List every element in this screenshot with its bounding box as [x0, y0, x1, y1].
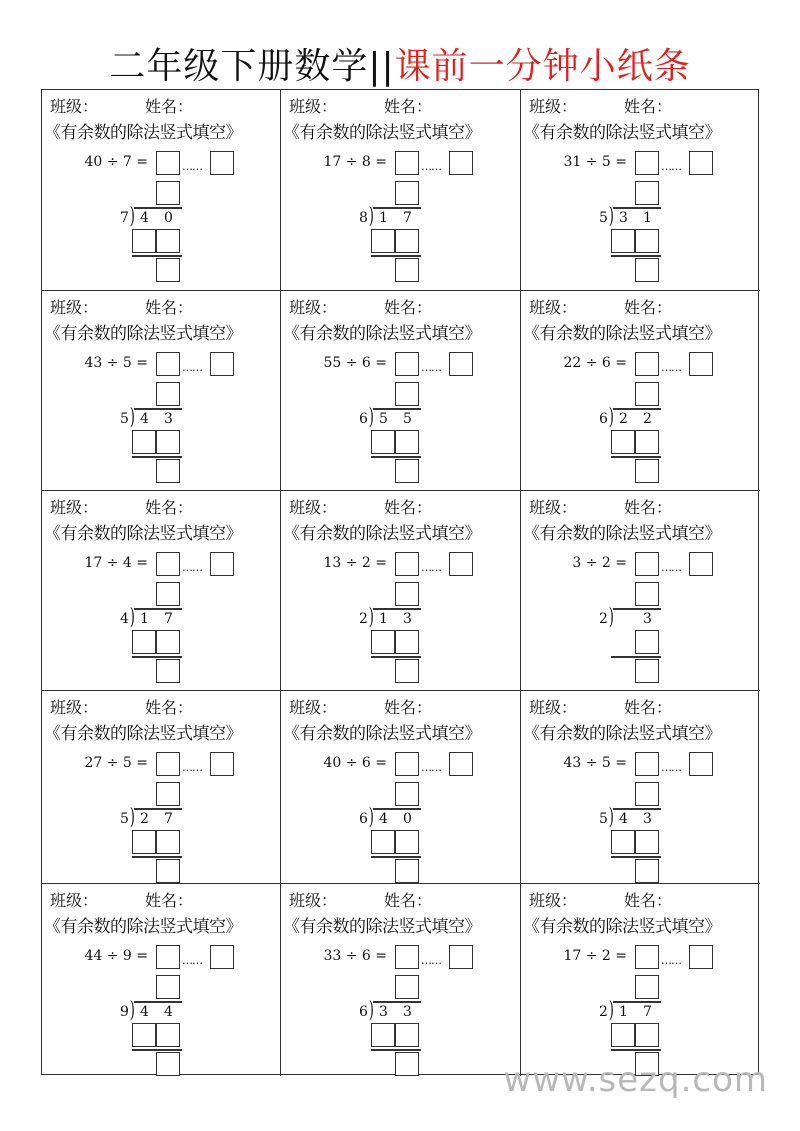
equation: 40 ÷ 6 = — [323, 755, 387, 771]
name-label: 姓名： — [145, 298, 194, 317]
subtitle: 《有余数的除法竖式填空》 — [283, 123, 481, 143]
equation: 17 ÷ 8 = — [323, 154, 387, 170]
ellipsis: …… — [182, 561, 202, 574]
title-black: 二年级下册数学|| — [109, 46, 395, 87]
header-line — [50, 695, 194, 718]
dividend-ones: 5 — [403, 411, 412, 427]
ellipsis: …… — [661, 361, 681, 374]
subtitle: 《有余数的除法竖式填空》 — [523, 123, 721, 143]
subtraction-line — [132, 1049, 182, 1051]
quotient-digit-box[interactable] — [156, 582, 180, 606]
remainder-box[interactable] — [156, 258, 180, 282]
class-label: 班级： — [529, 698, 578, 717]
dividend-ones: 7 — [403, 210, 412, 226]
ellipsis: …… — [182, 361, 202, 374]
remainder-answer-box[interactable] — [689, 552, 713, 576]
divisor: 2 — [599, 1004, 608, 1020]
division-bar — [613, 1001, 661, 1003]
division-bar — [373, 608, 421, 610]
quotient-answer-box[interactable] — [156, 151, 180, 175]
product-ones-box[interactable] — [156, 830, 180, 854]
class-label: 班级： — [289, 498, 338, 517]
equation: 17 ÷ 2 = — [563, 948, 627, 964]
product-ones-box[interactable] — [395, 1023, 419, 1047]
product-ones-box[interactable] — [635, 430, 659, 454]
remainder-box[interactable] — [395, 459, 419, 483]
product-tens-box[interactable] — [132, 830, 156, 854]
ellipsis: …… — [661, 954, 681, 967]
quotient-answer-box[interactable] — [635, 945, 659, 969]
class-label: 班级： — [289, 298, 338, 317]
dividend-ones: 7 — [643, 1004, 652, 1020]
quotient-digit-box[interactable] — [635, 782, 659, 806]
subtraction-line — [611, 856, 661, 858]
remainder-answer-box[interactable] — [449, 945, 473, 969]
dividend-ones: 3 — [403, 611, 412, 627]
class-label: 班级： — [50, 698, 99, 717]
product-tens-box[interactable] — [132, 1023, 156, 1047]
ellipsis: …… — [421, 160, 441, 173]
division-bracket: ) — [129, 805, 135, 830]
dividend-tens: 1 — [619, 1004, 628, 1020]
remainder-answer-box[interactable] — [689, 945, 713, 969]
problem-cell — [521, 691, 760, 884]
name-label: 姓名： — [145, 698, 194, 717]
subtraction-line — [371, 1049, 421, 1051]
equation: 33 ÷ 6 = — [323, 948, 387, 964]
subtraction-line — [371, 656, 421, 658]
dividend-ones: 4 — [164, 1004, 173, 1020]
header-line — [529, 888, 673, 911]
remainder-answer-box[interactable] — [210, 752, 234, 776]
class-label: 班级： — [529, 97, 578, 116]
dividend-ones: 3 — [164, 411, 173, 427]
division-bracket: ) — [129, 405, 135, 430]
remainder-box[interactable] — [635, 659, 659, 683]
divisor: 9 — [120, 1004, 129, 1020]
quotient-digit-box[interactable] — [395, 181, 419, 205]
remainder-box[interactable] — [395, 258, 419, 282]
remainder-box[interactable] — [156, 659, 180, 683]
remainder-box[interactable] — [156, 459, 180, 483]
dividend-tens: 5 — [379, 411, 388, 427]
dividend-ones: 3 — [643, 811, 652, 827]
class-label: 班级： — [50, 498, 99, 517]
subtitle: 《有余数的除法竖式填空》 — [523, 917, 721, 937]
quotient-digit-box[interactable] — [635, 582, 659, 606]
dividend-tens: 2 — [140, 811, 149, 827]
product-ones-box[interactable] — [635, 630, 659, 654]
subtraction-line — [371, 255, 421, 257]
equation: 43 ÷ 5 = — [563, 755, 627, 771]
ellipsis: …… — [421, 561, 441, 574]
equation: 40 ÷ 7 = — [84, 154, 148, 170]
name-label: 姓名： — [145, 97, 194, 116]
subtraction-line — [371, 456, 421, 458]
product-ones-box[interactable] — [156, 630, 180, 654]
problem-cell — [42, 691, 281, 884]
quotient-digit-box[interactable] — [395, 782, 419, 806]
division-bar — [373, 408, 421, 410]
quotient-digit-box[interactable] — [395, 582, 419, 606]
divisor: 5 — [120, 411, 129, 427]
division-bar — [613, 408, 661, 410]
dividend-tens: 1 — [379, 611, 388, 627]
subtitle: 《有余数的除法竖式填空》 — [44, 324, 242, 344]
problem-cell — [521, 884, 760, 1076]
page-title — [0, 42, 800, 92]
remainder-box[interactable] — [395, 1052, 419, 1076]
remainder-answer-box[interactable] — [210, 552, 234, 576]
problem-cell — [521, 291, 760, 491]
remainder-box[interactable] — [395, 859, 419, 883]
class-label: 班级： — [529, 298, 578, 317]
dividend-tens: 4 — [379, 811, 388, 827]
quotient-digit-box[interactable] — [635, 181, 659, 205]
problem-cell — [42, 884, 281, 1076]
division-bar — [373, 207, 421, 209]
dividend-ones: 0 — [403, 811, 412, 827]
subtraction-line — [611, 1049, 661, 1051]
dividend-ones: 3 — [403, 1004, 412, 1020]
title-red: 课前一分钟小纸条 — [394, 46, 691, 87]
header-line — [289, 888, 433, 911]
quotient-answer-box[interactable] — [635, 752, 659, 776]
name-label: 姓名： — [145, 498, 194, 517]
divisor: 5 — [120, 811, 129, 827]
class-label: 班级： — [289, 891, 338, 910]
division-bar — [134, 1001, 182, 1003]
equation: 43 ÷ 5 = — [84, 355, 148, 371]
division-bracket: ) — [129, 204, 135, 229]
dividend-ones: 2 — [643, 411, 652, 427]
subtitle: 《有余数的除法竖式填空》 — [44, 917, 242, 937]
header-line — [50, 888, 194, 911]
worksheet-grid — [41, 89, 759, 1075]
product-tens-box[interactable] — [611, 1023, 635, 1047]
problem-cell — [42, 491, 281, 691]
quotient-answer-box[interactable] — [156, 945, 180, 969]
product-tens-box[interactable] — [611, 830, 635, 854]
problem-cell — [521, 90, 760, 291]
quotient-answer-box[interactable] — [395, 552, 419, 576]
equation: 13 ÷ 2 = — [323, 555, 387, 571]
header-line — [289, 495, 433, 518]
dividend-tens: 4 — [140, 411, 149, 427]
remainder-answer-box[interactable] — [449, 752, 473, 776]
subtraction-line — [132, 255, 182, 257]
class-label: 班级： — [529, 498, 578, 517]
problem-cell — [42, 291, 281, 491]
ellipsis: …… — [421, 361, 441, 374]
dividend-ones: 7 — [164, 611, 173, 627]
name-label: 姓名： — [384, 891, 433, 910]
product-tens-box[interactable] — [371, 229, 395, 253]
class-label: 班级： — [289, 97, 338, 116]
quotient-digit-box[interactable] — [156, 382, 180, 406]
product-ones-box[interactable] — [395, 630, 419, 654]
product-tens-box[interactable] — [611, 430, 635, 454]
name-label: 姓名： — [384, 498, 433, 517]
quotient-digit-box[interactable] — [156, 975, 180, 999]
dividend-tens: 3 — [619, 210, 628, 226]
dividend-tens: 4 — [619, 811, 628, 827]
product-ones-box[interactable] — [395, 229, 419, 253]
subtitle: 《有余数的除法竖式填空》 — [523, 724, 721, 744]
remainder-answer-box[interactable] — [449, 552, 473, 576]
product-tens-box[interactable] — [371, 830, 395, 854]
divisor: 4 — [120, 611, 129, 627]
product-ones-box[interactable] — [635, 830, 659, 854]
subtraction-line — [132, 456, 182, 458]
name-label: 姓名： — [624, 698, 673, 717]
quotient-answer-box[interactable] — [395, 945, 419, 969]
class-label: 班级： — [50, 891, 99, 910]
header-line — [529, 495, 673, 518]
quotient-digit-box[interactable] — [395, 382, 419, 406]
dividend-tens: 4 — [140, 210, 149, 226]
quotient-answer-box[interactable] — [156, 352, 180, 376]
product-ones-box[interactable] — [395, 830, 419, 854]
product-ones-box[interactable] — [156, 229, 180, 253]
dividend-ones: 3 — [643, 611, 652, 627]
remainder-answer-box[interactable] — [210, 151, 234, 175]
subtraction-line — [611, 456, 661, 458]
remainder-answer-box[interactable] — [210, 352, 234, 376]
remainder-answer-box[interactable] — [689, 151, 713, 175]
ellipsis: …… — [182, 160, 202, 173]
ellipsis: …… — [421, 761, 441, 774]
subtitle: 《有余数的除法竖式填空》 — [283, 724, 481, 744]
header-line — [529, 695, 673, 718]
division-bracket: ) — [368, 998, 374, 1023]
remainder-box[interactable] — [156, 1052, 180, 1076]
product-tens-box[interactable] — [132, 430, 156, 454]
divisor: 6 — [359, 411, 368, 427]
divisor: 5 — [599, 811, 608, 827]
name-label: 姓名： — [624, 298, 673, 317]
subtraction-line — [371, 856, 421, 858]
remainder-box[interactable] — [635, 258, 659, 282]
product-tens-box[interactable] — [371, 630, 395, 654]
header-line — [529, 295, 673, 318]
subtraction-line — [132, 656, 182, 658]
remainder-answer-box[interactable] — [449, 151, 473, 175]
product-ones-box[interactable] — [156, 1023, 180, 1047]
divisor: 6 — [359, 1004, 368, 1020]
header-line — [50, 495, 194, 518]
ellipsis: …… — [421, 954, 441, 967]
name-label: 姓名： — [624, 97, 673, 116]
quotient-answer-box[interactable] — [395, 352, 419, 376]
class-label: 班级： — [50, 97, 99, 116]
quotient-digit-box[interactable] — [635, 975, 659, 999]
ellipsis: …… — [182, 761, 202, 774]
division-bar — [613, 608, 661, 610]
division-bar — [134, 608, 182, 610]
equation: 44 ÷ 9 = — [84, 948, 148, 964]
division-bar — [373, 808, 421, 810]
product-tens-box[interactable] — [611, 229, 635, 253]
header-line — [50, 295, 194, 318]
division-bracket: ) — [129, 605, 135, 630]
equation: 3 ÷ 2 = — [572, 555, 627, 571]
quotient-digit-box[interactable] — [156, 782, 180, 806]
remainder-answer-box[interactable] — [449, 352, 473, 376]
class-label: 班级： — [50, 298, 99, 317]
problem-cell — [42, 90, 281, 291]
division-bracket: ) — [368, 204, 374, 229]
equation: 17 ÷ 4 = — [84, 555, 148, 571]
division-bracket: ) — [608, 405, 614, 430]
equation: 27 ÷ 5 = — [84, 755, 148, 771]
division-bar — [373, 1001, 421, 1003]
equation: 55 ÷ 6 = — [323, 355, 387, 371]
dividend-tens: 1 — [379, 210, 388, 226]
quotient-digit-box[interactable] — [395, 975, 419, 999]
name-label: 姓名： — [384, 698, 433, 717]
division-bracket: ) — [368, 405, 374, 430]
equation: 22 ÷ 6 = — [563, 355, 627, 371]
problem-cell — [521, 491, 760, 691]
subtraction-line — [132, 856, 182, 858]
product-tens-box[interactable] — [371, 430, 395, 454]
dividend-tens: 4 — [140, 1004, 149, 1020]
problem-cell — [281, 491, 521, 691]
header-line — [50, 94, 194, 117]
division-bar — [613, 207, 661, 209]
product-tens-box[interactable] — [132, 630, 156, 654]
product-tens-box[interactable] — [132, 229, 156, 253]
ellipsis: …… — [661, 160, 681, 173]
quotient-answer-box[interactable] — [395, 752, 419, 776]
header-line — [289, 695, 433, 718]
division-bracket: ) — [608, 605, 614, 630]
subtitle: 《有余数的除法竖式填空》 — [283, 524, 481, 544]
problem-cell — [281, 291, 521, 491]
quotient-answer-box[interactable] — [635, 552, 659, 576]
problem-cell — [281, 691, 521, 884]
ellipsis: …… — [661, 761, 681, 774]
header-line — [289, 94, 433, 117]
remainder-answer-box[interactable] — [210, 945, 234, 969]
remainder-answer-box[interactable] — [689, 752, 713, 776]
subtraction-line — [611, 255, 661, 257]
quotient-answer-box[interactable] — [156, 552, 180, 576]
header-line — [529, 94, 673, 117]
division-bar — [134, 808, 182, 810]
quotient-answer-box[interactable] — [635, 151, 659, 175]
header-line — [289, 295, 433, 318]
division-bracket: ) — [368, 805, 374, 830]
name-label: 姓名： — [145, 891, 194, 910]
remainder-box[interactable] — [156, 859, 180, 883]
dividend-ones: 0 — [164, 210, 173, 226]
divisor: 6 — [359, 811, 368, 827]
division-bracket: ) — [608, 805, 614, 830]
ellipsis: …… — [182, 954, 202, 967]
subtitle: 《有余数的除法竖式填空》 — [523, 524, 721, 544]
dividend-tens: 1 — [140, 611, 149, 627]
remainder-answer-box[interactable] — [689, 352, 713, 376]
dividend-tens: 2 — [619, 411, 628, 427]
name-label: 姓名： — [624, 498, 673, 517]
class-label: 班级： — [289, 698, 338, 717]
remainder-box[interactable] — [395, 659, 419, 683]
remainder-box[interactable] — [635, 459, 659, 483]
divisor: 8 — [359, 210, 368, 226]
division-bracket: ) — [129, 998, 135, 1023]
name-label: 姓名： — [384, 97, 433, 116]
division-bar — [134, 207, 182, 209]
class-label: 班级： — [529, 891, 578, 910]
product-tens-box[interactable] — [371, 1023, 395, 1047]
dividend-tens: 3 — [379, 1004, 388, 1020]
divisor: 6 — [599, 411, 608, 427]
quotient-digit-box[interactable] — [156, 181, 180, 205]
problem-cell — [281, 884, 521, 1076]
name-label: 姓名： — [384, 298, 433, 317]
division-bar — [613, 808, 661, 810]
product-ones-box[interactable] — [635, 1023, 659, 1047]
watermark: www.sezq.com — [503, 1060, 768, 1100]
name-label: 姓名： — [624, 891, 673, 910]
product-ones-box[interactable] — [156, 430, 180, 454]
division-bracket: ) — [608, 204, 614, 229]
remainder-box[interactable] — [635, 859, 659, 883]
subtitle: 《有余数的除法竖式填空》 — [523, 324, 721, 344]
product-ones-box[interactable] — [635, 229, 659, 253]
problem-cell — [281, 90, 521, 291]
ellipsis: …… — [661, 561, 681, 574]
subtraction-line — [611, 656, 661, 658]
divisor: 2 — [599, 611, 608, 627]
divisor: 2 — [359, 611, 368, 627]
quotient-digit-box[interactable] — [635, 382, 659, 406]
subtitle: 《有余数的除法竖式填空》 — [44, 524, 242, 544]
division-bracket: ) — [608, 998, 614, 1023]
subtitle: 《有余数的除法竖式填空》 — [283, 324, 481, 344]
division-bar — [134, 408, 182, 410]
division-bracket: ) — [368, 605, 374, 630]
dividend-ones: 1 — [643, 210, 652, 226]
product-ones-box[interactable] — [395, 430, 419, 454]
equation: 31 ÷ 5 = — [563, 154, 627, 170]
divisor: 7 — [120, 210, 129, 226]
dividend-ones: 7 — [164, 811, 173, 827]
quotient-answer-box[interactable] — [395, 151, 419, 175]
divisor: 5 — [599, 210, 608, 226]
subtitle: 《有余数的除法竖式填空》 — [283, 917, 481, 937]
subtitle: 《有余数的除法竖式填空》 — [44, 123, 242, 143]
quotient-answer-box[interactable] — [156, 752, 180, 776]
quotient-answer-box[interactable] — [635, 352, 659, 376]
subtitle: 《有余数的除法竖式填空》 — [44, 724, 242, 744]
